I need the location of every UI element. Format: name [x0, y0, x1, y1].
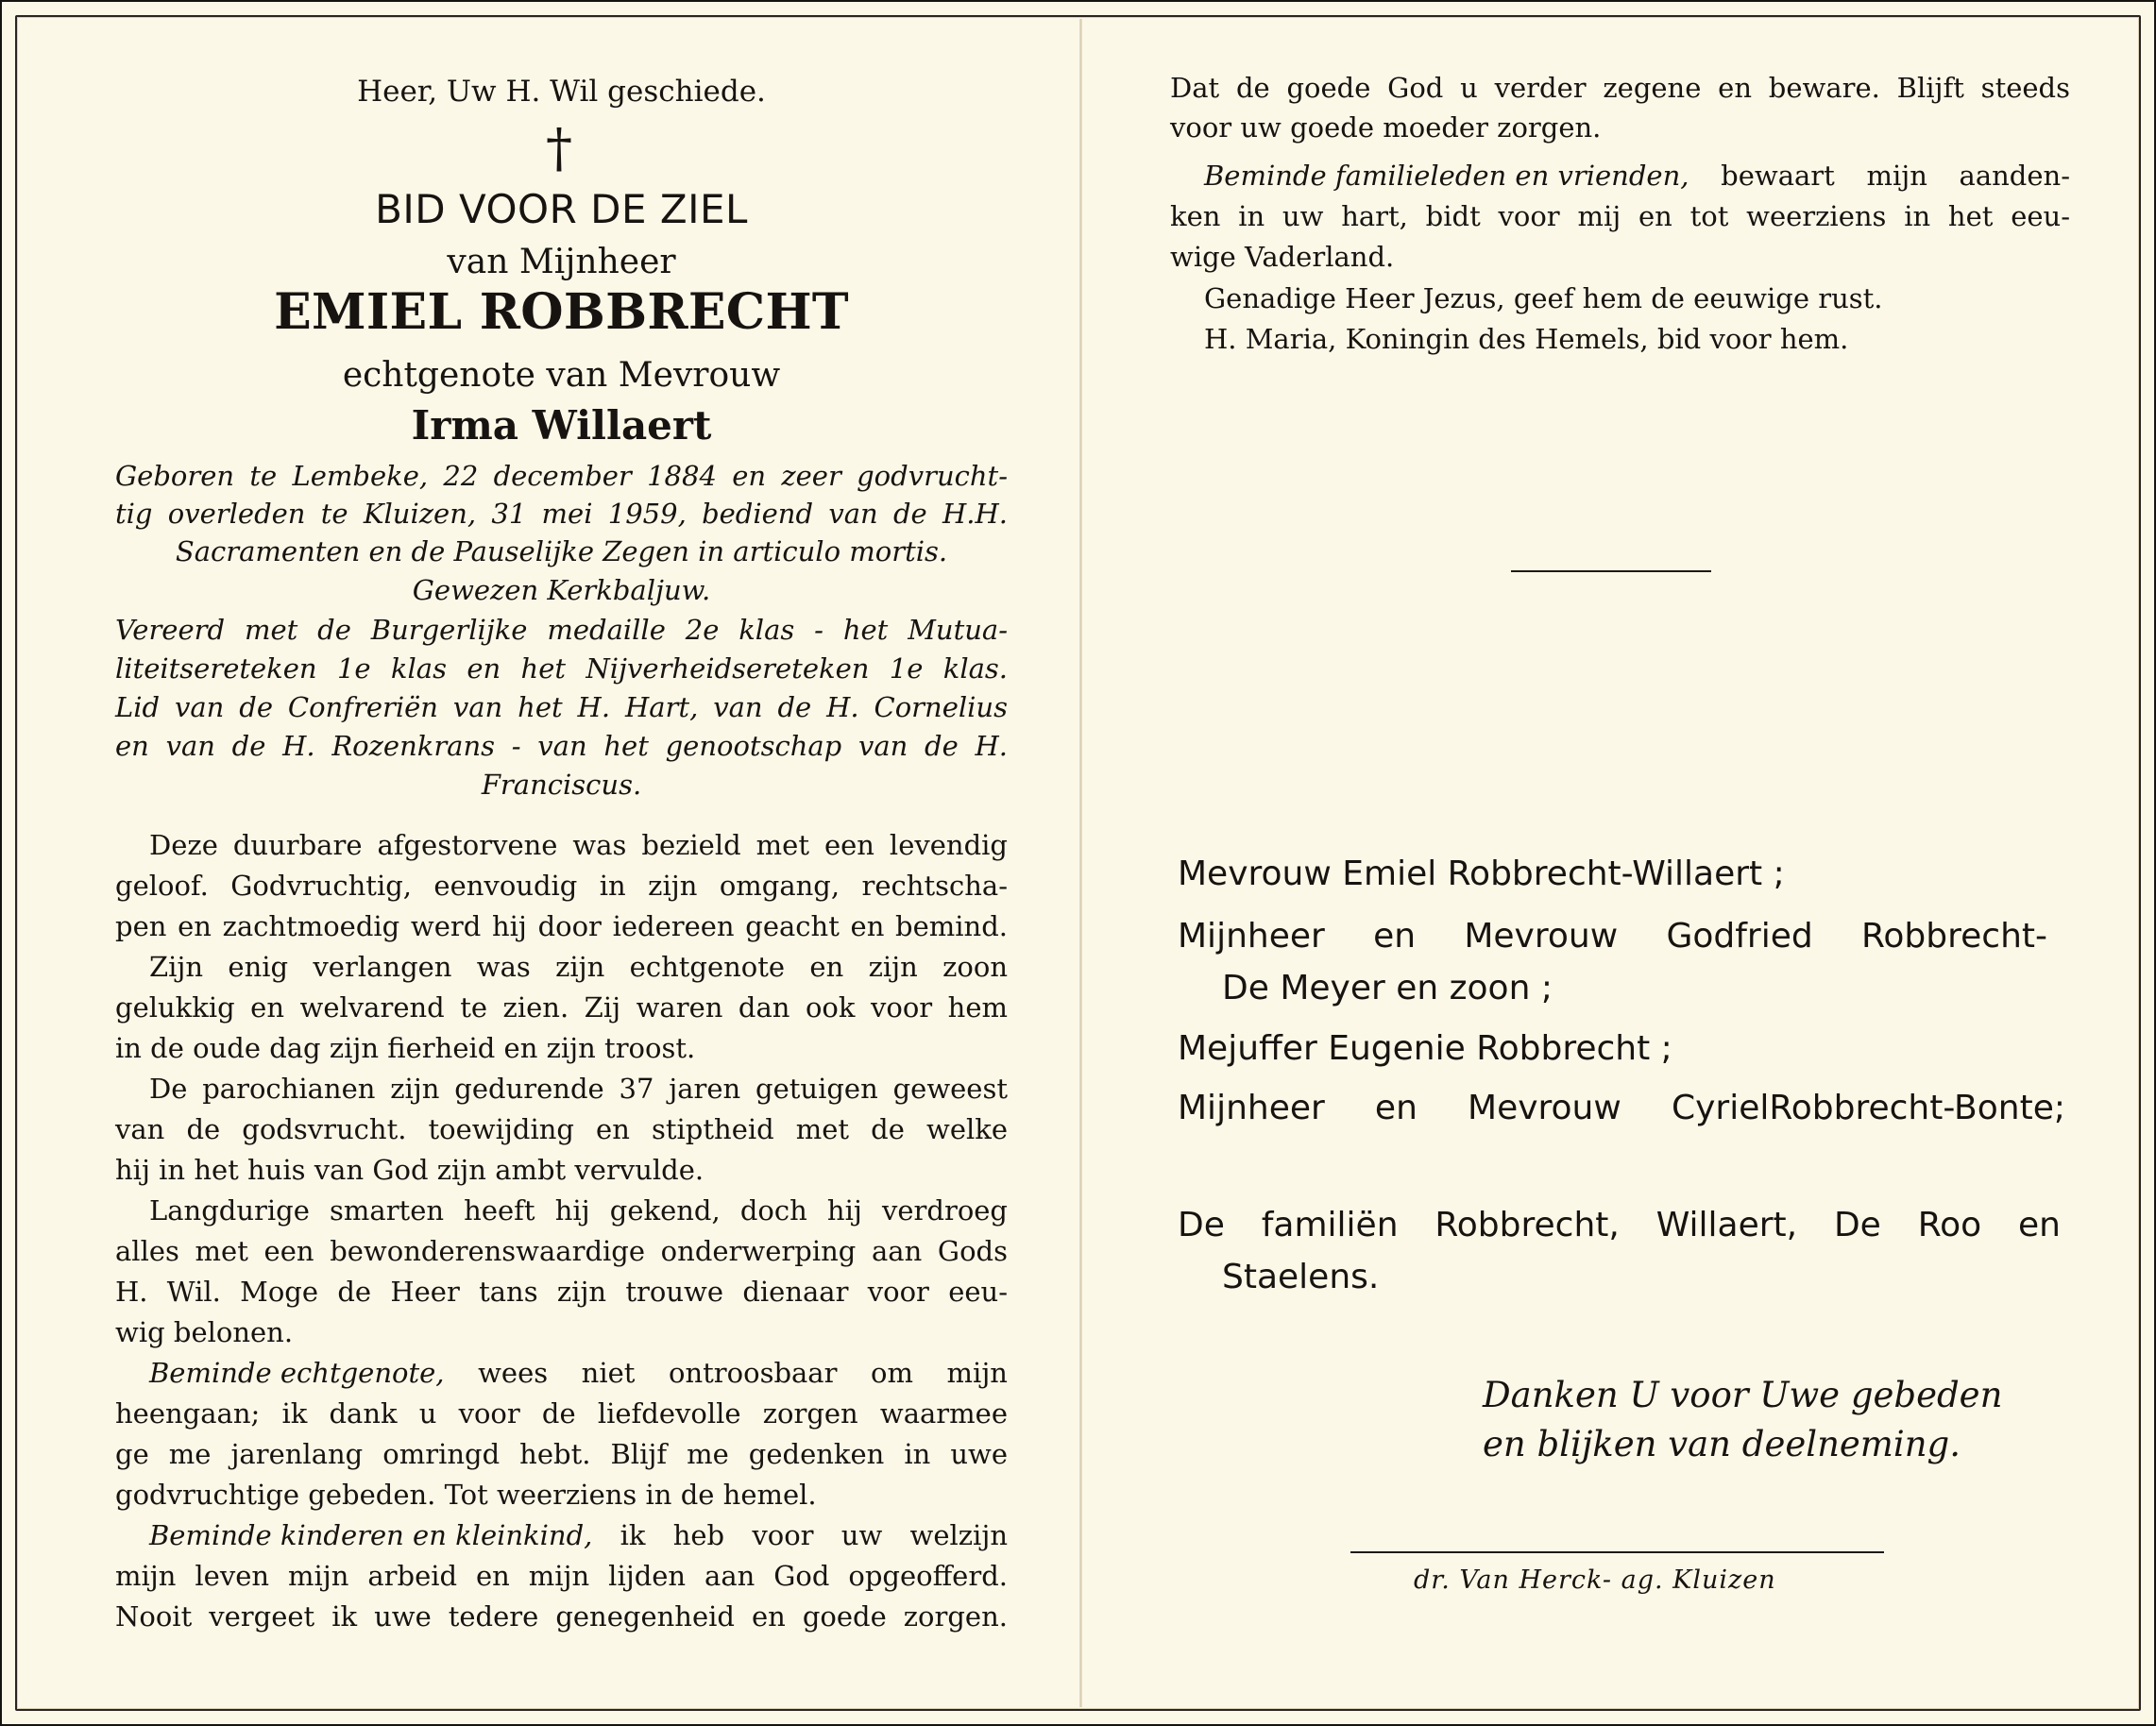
right-panel	[1163, 2, 2070, 1726]
prayer-heading: BID VOOR DE ZIEL	[375, 186, 748, 232]
text-line: in de oude dag zijn fierheid en zijn troost.	[115, 1032, 696, 1064]
text-line: wig belonen.	[115, 1316, 294, 1348]
thanks-line: Danken U voor Uwe gebeden	[1483, 1375, 2003, 1415]
bio-line: Franciscus.	[481, 769, 642, 801]
text-line: Langdurige smarten heeft hij gekend, doch hij verdroeg	[149, 1194, 1008, 1227]
text-line: alles met een bewonderenswaardige onderwerping aan Gods	[115, 1235, 1008, 1267]
mourner-line: Mevrouw Emiel Robbrecht-Willaert ;	[1178, 855, 1785, 893]
text-line: ken in uw hart, bidt voor mij en tot weerziens in het eeu-	[1170, 200, 2070, 232]
text-span: wees niet ontroosbaar om mijn	[444, 1357, 1008, 1389]
text-span: bewaart mijn aanden-	[1689, 160, 2070, 192]
spouse-name: Irma Willaert	[411, 402, 712, 448]
family-line: Staelens.	[1222, 1258, 1380, 1296]
text-line: De parochianen zijn gedurende 37 jaren getuigen geweest	[149, 1073, 1008, 1105]
bio-line: Vereerd met de Burgerlijke medaille 2e klas - het Mutua-	[115, 614, 1008, 646]
italic-lead: Beminde kinderen en kleinkind,	[149, 1519, 593, 1551]
text-line: geloof. Godvruchtig, eenvoudig in zijn omgang, rechtscha-	[115, 870, 1008, 902]
bio-line: tig overleden te Kluizen, 31 mei 1959, bediend van de H.H.	[115, 498, 1008, 530]
bio-line: liteitsereteken 1e klas en het Nijverheidsereteken 1e klas.	[115, 652, 1008, 685]
text-line: Nooit vergeet ik uwe tedere genegenheid en goede zorgen.	[115, 1600, 1008, 1633]
text-line: godvruchtige gebeden. Tot weerziens in de hemel.	[115, 1479, 817, 1511]
thanks-line: en blijken van deelneming.	[1483, 1424, 1961, 1464]
mourner-line: Mejuffer Eugenie Robbrecht ;	[1178, 1029, 1672, 1068]
text-line: H. Wil. Moge de Heer tans zijn trouwe dienaar voor eeu-	[115, 1276, 1008, 1308]
italic-lead: Beminde echtgenote,	[149, 1357, 445, 1389]
prayer-line: H. Maria, Koningin des Hemels, bid voor hem.	[1204, 323, 1849, 355]
mourner-line: Mijnheer en Mevrouw Godfried Robbrecht-	[1178, 917, 2047, 956]
title-mijnheer: van Mijnheer	[447, 243, 676, 281]
family-line: De familiën Robbrecht, Willaert, De Roo en	[1178, 1206, 2061, 1244]
motto: Heer, Uw H. Wil geschiede.	[357, 75, 766, 109]
text-line: gelukkig en welvarend te zien. Zij waren dan ook voor hem	[115, 991, 1008, 1024]
text-span: ik heb voor uw welzijn	[592, 1519, 1008, 1551]
card-fold	[1079, 19, 1082, 1707]
bio-line: Sacramenten en de Pauselijke Zegen in articulo mortis.	[175, 535, 948, 567]
text-line: voor uw goede moeder zorgen.	[1170, 111, 1602, 144]
spouse-label: echtgenote van Mevrouw	[342, 356, 781, 395]
left-panel	[115, 2, 1008, 1726]
text-line: Dat de goede God u verder zegene en beware. Blijft steeds	[1170, 72, 2070, 104]
italic-lead: Beminde familieleden en vrienden,	[1204, 160, 1689, 192]
mourner-line: De Meyer en zoon ;	[1222, 969, 1553, 1007]
printer-rule	[1350, 1551, 1884, 1553]
text-line: Deze duurbare afgestorvene was bezield met een levendig	[149, 829, 1008, 861]
deceased-name: EMIEL ROBBRECHT	[274, 283, 849, 341]
text-line: hij in het huis van God zijn ambt vervulde.	[115, 1154, 705, 1186]
text-line: mijn leven mijn arbeid en mijn lijden aan God opgeofferd.	[115, 1560, 1008, 1592]
text-line: ge me jarenlang omringd hebt. Blijf me gedenken in uwe	[115, 1438, 1008, 1470]
divider	[1511, 570, 1711, 572]
cross-icon: †	[546, 118, 572, 179]
text-line	[1204, 156, 2070, 196]
text-line: pen en zachtmoedig werd hij door iedereen geacht en bemind.	[115, 910, 1008, 942]
text-line: wige Vaderland.	[1170, 241, 1395, 273]
bio-line: Lid van de Confreriën van het H. Hart, van de H. Cornelius	[115, 691, 1008, 723]
mourner-line: Mijnheer en Mevrouw CyrielRobbrecht-Bonte;	[1178, 1089, 2065, 1127]
text-line: heengaan; ik dank u voor de liefdevolle zorgen waarmee	[115, 1397, 1008, 1430]
prayer-line: Genadige Heer Jezus, geef hem de eeuwige rust.	[1204, 282, 1883, 314]
printer-credit: dr. Van Herck- ag. Kluizen	[1414, 1565, 1776, 1595]
text-line: van de godsvrucht. toewijding en stiptheid met de welke	[115, 1113, 1008, 1145]
text-line: Zijn enig verlangen was zijn echtgenote en zijn zoon	[149, 951, 1008, 983]
text-line	[115, 1353, 1008, 1394]
bio-line: en van de H. Rozenkrans - van het genootschap van de H.	[115, 730, 1008, 762]
text-line	[115, 1515, 1008, 1556]
bio-line: Gewezen Kerkbaljuw.	[412, 574, 711, 606]
bio-line: Geboren te Lembeke, 22 december 1884 en zeer godvrucht-	[115, 460, 1008, 492]
